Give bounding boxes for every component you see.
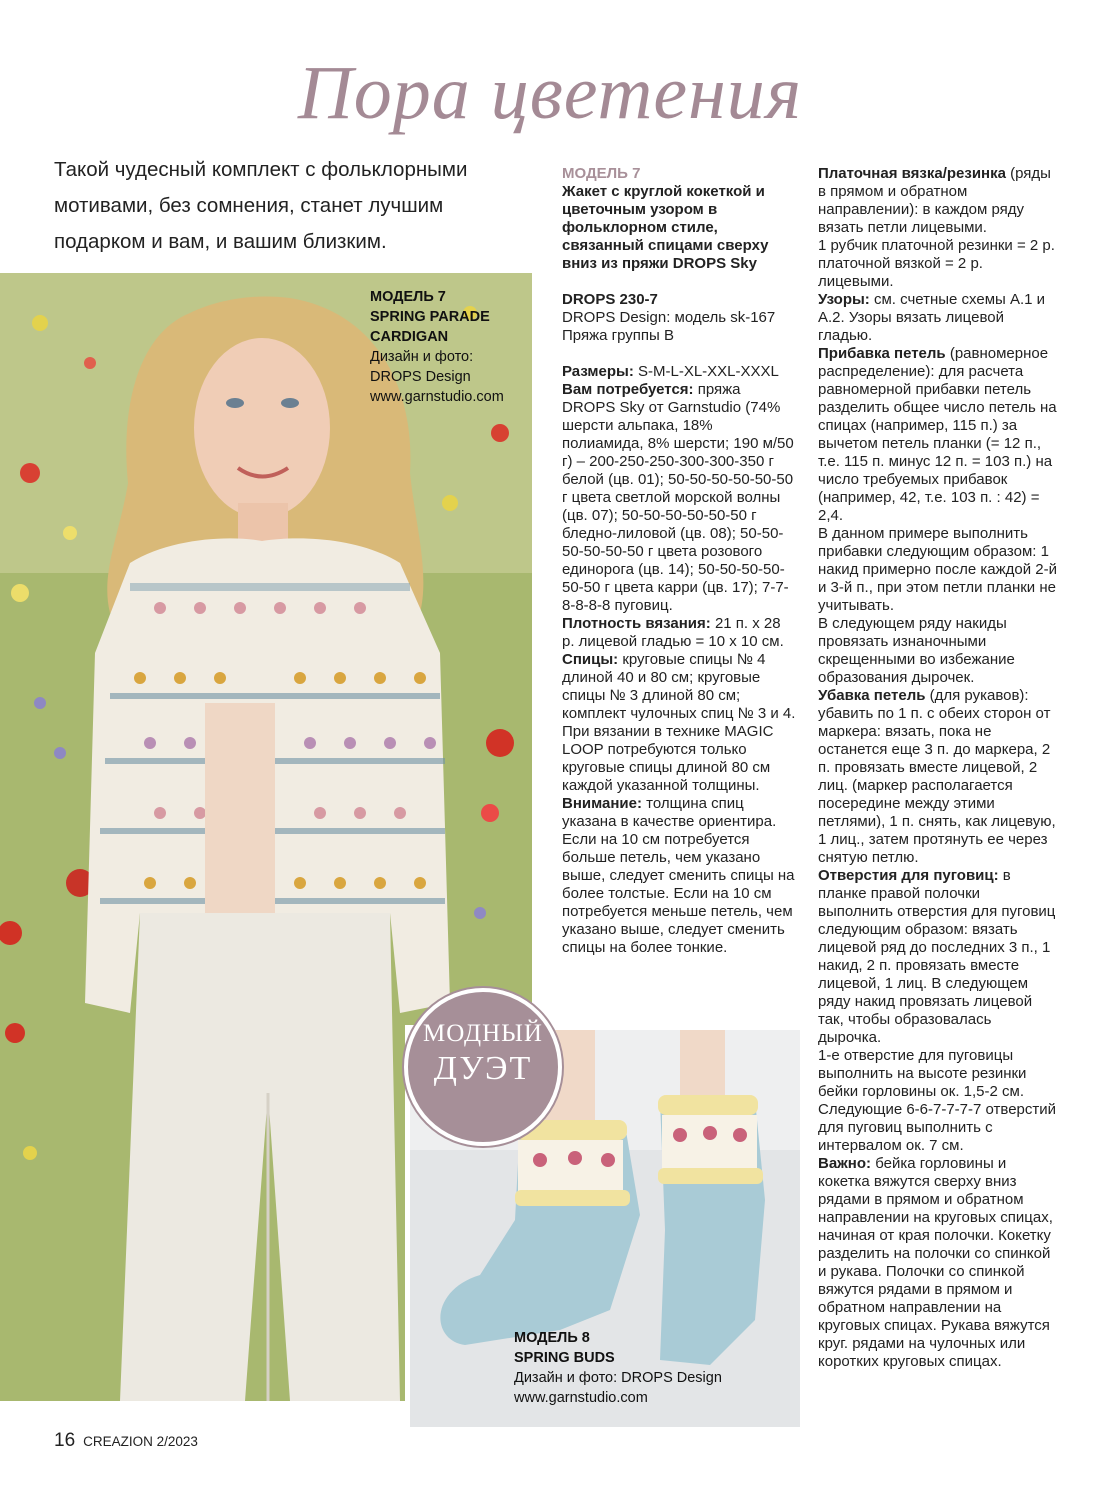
increase-value: (равномерное распределение): для расчета равномерной прибавки петель разделить общее число петель на спицах (например, 115 п.) за вычетом петель планки (= 12 п., т.е. 115 п. минус 12 п. = 103 п.) на число требуемых прибавок (например, 42, т.е. 103 п. : 42) = 2,4. [818,345,1057,524]
photo-caption-model-8 [514,1328,774,1408]
decrease-value: (для рукавов): убавить по 1 п. с обеих сторон от маркера: вязать, пока не останется еще 3 п. до маркера, 2 п. провязать вместе лицевой, 2 лиц. (маркер располагается посередине между этими петлями), 1 п. снять, как лицевую, 1 лиц., затем протянуть ее через снятую петлю. [818,687,1056,866]
caption-website: www.garnstudio.com [514,1390,648,1406]
pattern-code: DROPS 230-7 [562,291,658,308]
increase-label: Прибавка петель [818,345,946,362]
caption-website: www.garnstudio.com [370,389,504,405]
intro-text: Такой чудесный комплект с фольклорными мотивами, без сомнения, станет лучшим подарком и вам, и вашим близким. [54,158,468,253]
caption-model-name: SPRING PARADE [370,309,490,325]
model-tag: МОДЕЛЬ 7 [562,165,641,182]
needles-label: Спицы: [562,651,619,668]
yarn-group: Пряжа группы B [562,327,674,344]
increase-next-row-paragraph: В следующем ряду накиды провязать изнаночными скрещенными во избежание образования дырочек. [818,615,1015,686]
caption-model-label: МОДЕЛЬ 7 [370,289,446,305]
materials-value: пряжа DROPS Sky от Garnstudio (74% шерсти альпака, 18% полиамида, 8% шерсти; 190 м/50 г) – 200-250-250-300-300-350 г белой (цв. 01); 50-50-50-50-50-50 г цвета светлой морской волны (цв. 07); 50-50-50-50-50-50 г бледно-лиловой (цв. 08); 50-50-50-50-50-50 г цвета розового единорога (цв. 14); 50-50-50-50-50-50 г цвета карри (цв. 17); 7-7-8-8-8-8 пуговиц. [562,381,794,614]
needles-value: круговые спицы № 4 длиной 40 и 80 см; круговые спицы № 3 длиной 80 см; комплект чулочных спиц № 3 и 4. При вязании в технике MAGIC LOOP потребуются только круговые спицы длиной 80 см каждой указанной толщины. [562,651,796,794]
important-label: Важно: [818,1155,872,1172]
caption-design-name: DROPS Design [370,369,471,385]
attention-label: Внимание: [562,795,642,812]
buttonholes-spacing-paragraph: 1-е отверстие для пуговицы выполнить на высоте резинки бейки горловины ок. 1,5-2 см. Следующие 6-6-7-7-7-7 отверстий для пуговиц выполнить с интервалом ок. 7 см. [818,1047,1057,1154]
article-heading: Жакет с круглой кокеткой и цветочным узором в фольклорном стиле, связанный спицами сверху вниз из пряжи DROPS Sky [562,183,769,272]
sizes-paragraph [562,363,796,381]
increase-example-paragraph: В данном примере выполнить прибавки следующим образом: 1 накид примерно после каждой 2-й и 3-й п., при этом петли планки не учитывать. [818,525,1057,614]
buttonholes-label: Отверстия для пуговиц: [818,867,999,884]
density-value: 21 п. х 28 р. лицевой гладью = 10 х 10 см. [562,615,784,650]
patterns-value: см. счетные схемы А.1 и А.2. Узоры вязать лицевой гладью. [818,291,1046,344]
garter-value: (ряды в прямом и обратном направлении): в каждом ряду вязать петли лицевыми. [818,165,1051,236]
density-paragraph [562,615,796,651]
materials-paragraph [562,381,796,615]
patterns-label: Узоры: [818,291,870,308]
density-label: Плотность вязания: [562,615,711,632]
needles-paragraph [562,651,796,795]
sizes-label: Размеры: [562,363,634,380]
materials-label: Вам потребуется: [562,381,694,398]
page-title: Пора цветения [297,51,803,135]
instructions-column-2 [818,165,1058,1371]
decrease-label: Убавка петель [818,687,926,704]
page-number: 16 [54,1430,76,1451]
attention-value: толщина спиц указана в качестве ориентира. Если на 10 см потребуется больше петель, чем указано выше, следует сменить спицы на более толстые. Если на 10 см потребуется меньше петель, чем указано выше, следует сменить спицы на более тонкие. [562,795,795,956]
increase-paragraph [818,345,1058,525]
design-line: DROPS Design: модель sk-167 [562,309,776,326]
photo-caption-model-7 [370,287,530,407]
instructions-column-1 [562,165,796,957]
buttonholes-value: в планке правой полочки выполнить отверстия для пуговиц следующим образом: вязать лицевой ряд до последних 3 п., 1 накид, 2 п. провязать вместе лицевой, 1 лиц. В следующем ряду накид провязать лицевой так, чтобы образовалась дырочка. [818,867,1056,1046]
caption-design: Дизайн и фото: DROPS Design [514,1370,722,1386]
important-value: бейка горловины и кокетка вяжутся сверху вниз рядами в прямом и обратном направлении на круговых спицах, начиная от края полочки. Кокетку разделить на полочки со спинкой и рукава. Полочки со спинкой вяжутся рядами в прямом и обратном направлении на круговых спицах. Рукава вяжутся круг. рядами на чулочных или коротких круговых спицах. [818,1155,1053,1370]
garter-label: Платочная вязка/резинка [818,165,1006,182]
patterns-paragraph [818,291,1058,345]
garter-ridge-paragraph: 1 рубчик платочной резинки = 2 р. платочной вязкой = 2 р. лицевыми. [818,237,1055,290]
sizes-value: S-M-L-XL-XXL-XXXL [638,363,779,380]
important-paragraph [818,1155,1058,1371]
garter-paragraph [818,165,1058,237]
caption-model-name-2: CARDIGAN [370,329,449,345]
badge-line-2: ДУЭТ [433,1050,533,1087]
buttonholes-paragraph [818,867,1058,1047]
page-footer [54,1430,198,1452]
attention-paragraph [562,795,796,957]
caption-model-name: SPRING BUDS [514,1350,615,1366]
caption-model-label: МОДЕЛЬ 8 [514,1330,590,1346]
decrease-paragraph [818,687,1058,867]
magazine-issue: CREAZION 2/2023 [83,1434,198,1449]
badge-line-1: МОДНЫЙ [422,1020,543,1047]
modny-duet-badge [404,988,562,1146]
caption-design-label: Дизайн и фото: [370,349,474,365]
